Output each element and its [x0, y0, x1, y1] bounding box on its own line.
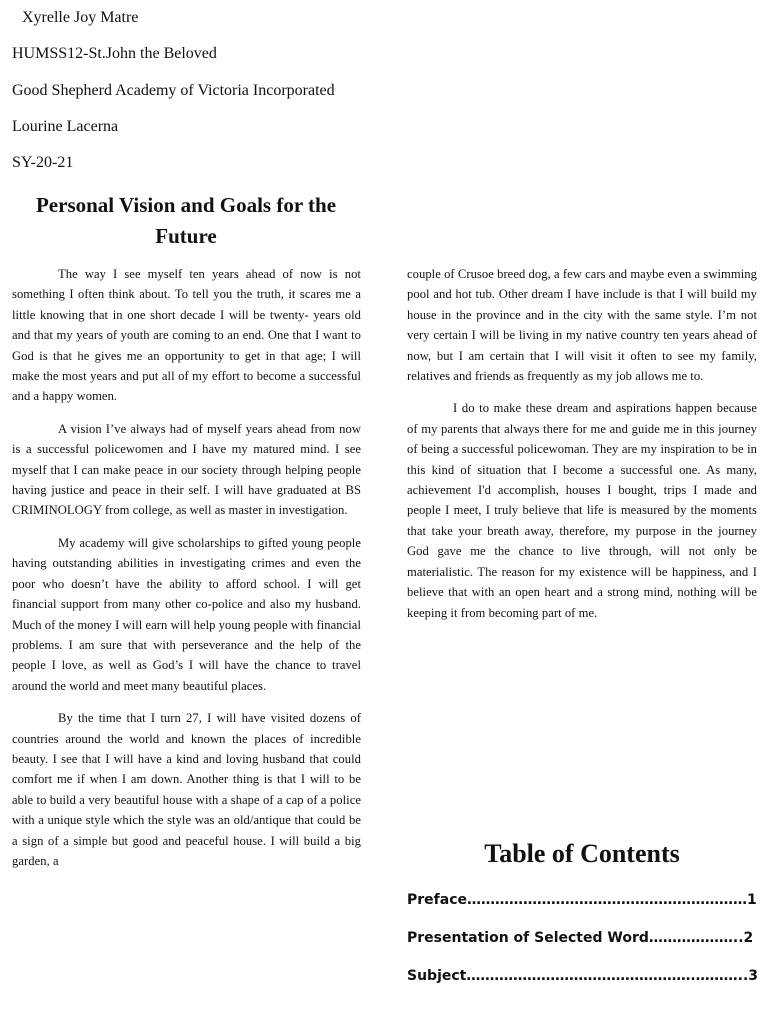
essay-title: Personal Vision and Goals for the Future [35, 193, 337, 248]
toc-title: Table of Contents [484, 839, 680, 868]
toc-entry-presentation: Presentation of Selected Word………………..2 [407, 930, 754, 946]
essay-left-column [12, 264, 361, 883]
essay-paragraph: couple of Crusoe breed dog, a few cars and maybe even a swimming pool and hot tub. Other dream I have include is that I will build my house in the province and in the city with the same style. I’m not very certain I will be living in my native country ten years ahead of now, but I am certain that I will visit it often to see my family, relatives and friends as frequently as my job allows me to. [407, 267, 757, 384]
header-school: Good Shepherd Academy of Victoria Incorporated [12, 82, 335, 99]
essay-paragraph: By the time that I turn 27, I will have visited dozens of countries around the world and known the places of incredible beauty. I see that I will have a kind and loving husband that could comfort me if when I am down. Another thing is that I will to be able to build a very beautiful house with a shape of a cap of a police with a unique style which the style was an old/antique that could be a sign of a simple but good and peaceful house. I will build a big garden, a [12, 711, 361, 868]
essay-paragraph: A vision I’ve always had of myself years ahead from now is a successful policewomen and I have my matured mind. I see myself that I can make peace in our society through helping people having justice and peace in their self. I will have graduated at BS CRIMINOLOGY from college, as well as master in investigation. [12, 421, 361, 518]
header-section: HUMSS12-St.John the Beloved [12, 45, 217, 62]
essay-right-column [407, 264, 757, 635]
header-teacher: Lourine Lacerna [12, 118, 119, 135]
header-name: Xyrelle Joy Matre [22, 9, 139, 26]
essay-paragraph: My academy will give scholarships to gifted young people having outstanding abilities in investigating crimes and even the poor who doesn’t have the ability to afford school. I will get financial support from many other co-police and also my husband. Much of the money I will earn will help young people with financial problems. I am sure that with perseverance and the help of the people I love, as well as God’s I will have the chance to travel around the world and meet many beautiful places. [12, 535, 361, 693]
essay-paragraph: The way I see myself ten years ahead of now is not something I often think about. To tell you the truth, it scares me a little knowing that in one short decade I will be twenty- years old and that my years of youth are coming to an end. One that I want to God is that he gives me an opportunity to get in that age; I will make the most years and put all of my effort to become a successful and a happy women. [12, 267, 361, 404]
essay-paragraph: I do to make these dream and aspirations happen because of my parents that always there for me and guide me in this journey of being a successful policewoman. They are my inspiration to be in this kind of situation that I become a successful one. As many, achievement I'd accomplish, houses I bought, trips I made and people I meet, I truly believe that life is measured by the moments that take your breath away, therefore, my purpose in the journey God gave me the chance to live through, will not only be materialistic. The reason for my existence will be happiness, and I believe that with an open heart and a strong mind, nothing will be keeping it from becoming part of me. [407, 401, 757, 620]
toc-entry-subject: Subject………………………………………….………..3 [407, 968, 759, 984]
toc-entry-preface: Preface……………………………………………………1 [407, 892, 757, 908]
header-school-year: SY-20-21 [12, 154, 74, 171]
